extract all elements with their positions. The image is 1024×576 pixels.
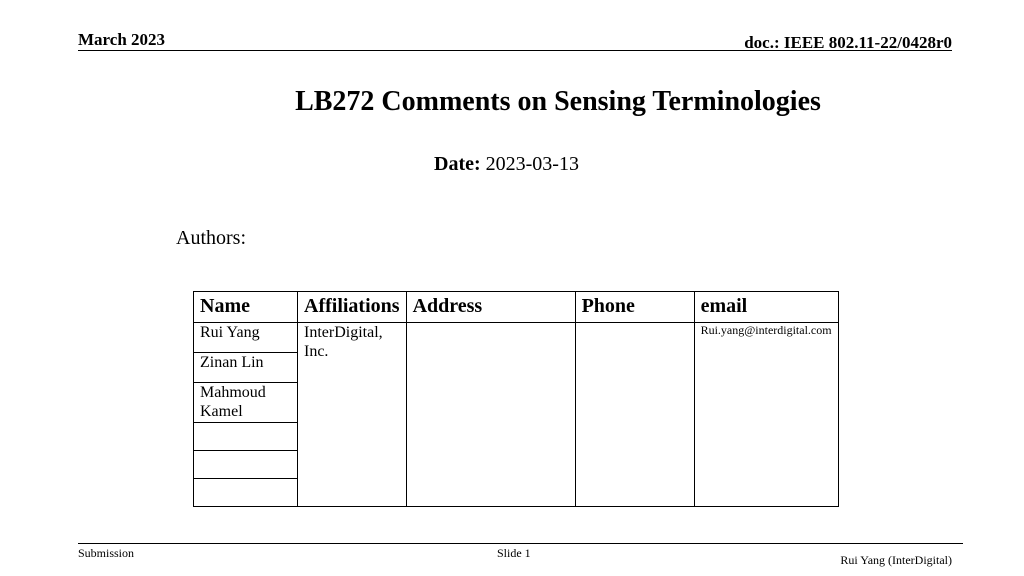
header-date: March 2023 [78, 30, 166, 49]
table-row [194, 323, 839, 353]
slide-number: Slide 1 [497, 546, 531, 560]
author-name [194, 423, 298, 451]
author-name [194, 451, 298, 479]
author-name [194, 479, 298, 507]
header-divider [78, 50, 952, 51]
author-affiliation: InterDigital, Inc. [298, 323, 407, 507]
author-address [406, 323, 575, 507]
author-name: Rui Yang [194, 323, 298, 353]
header-affiliations: Affiliations [298, 292, 407, 323]
footer-divider [78, 543, 963, 544]
footer-author: Rui Yang (InterDigital) [840, 553, 952, 567]
authors-label: Authors: [176, 227, 246, 249]
page-title: LB272 Comments on Sensing Terminologies [295, 86, 821, 117]
date-label: Date: [434, 153, 481, 175]
date-value: 2023-03-13 [485, 153, 579, 175]
header-phone: Phone [575, 292, 694, 323]
author-phone [575, 323, 694, 507]
header-email: email [694, 292, 838, 323]
header-name: Name [194, 292, 298, 323]
author-name: Zinan Lin [194, 353, 298, 383]
header-doc-id: doc.: IEEE 802.11-22/0428r0 [744, 33, 952, 52]
date-line [434, 153, 579, 176]
author-email: Rui.yang@interdigital.com [694, 323, 838, 507]
footer-submission: Submission [78, 546, 135, 560]
author-name: Mahmoud Kamel [194, 383, 298, 423]
authors-table [193, 291, 839, 507]
header-address: Address [406, 292, 575, 323]
table-header-row [194, 292, 839, 323]
